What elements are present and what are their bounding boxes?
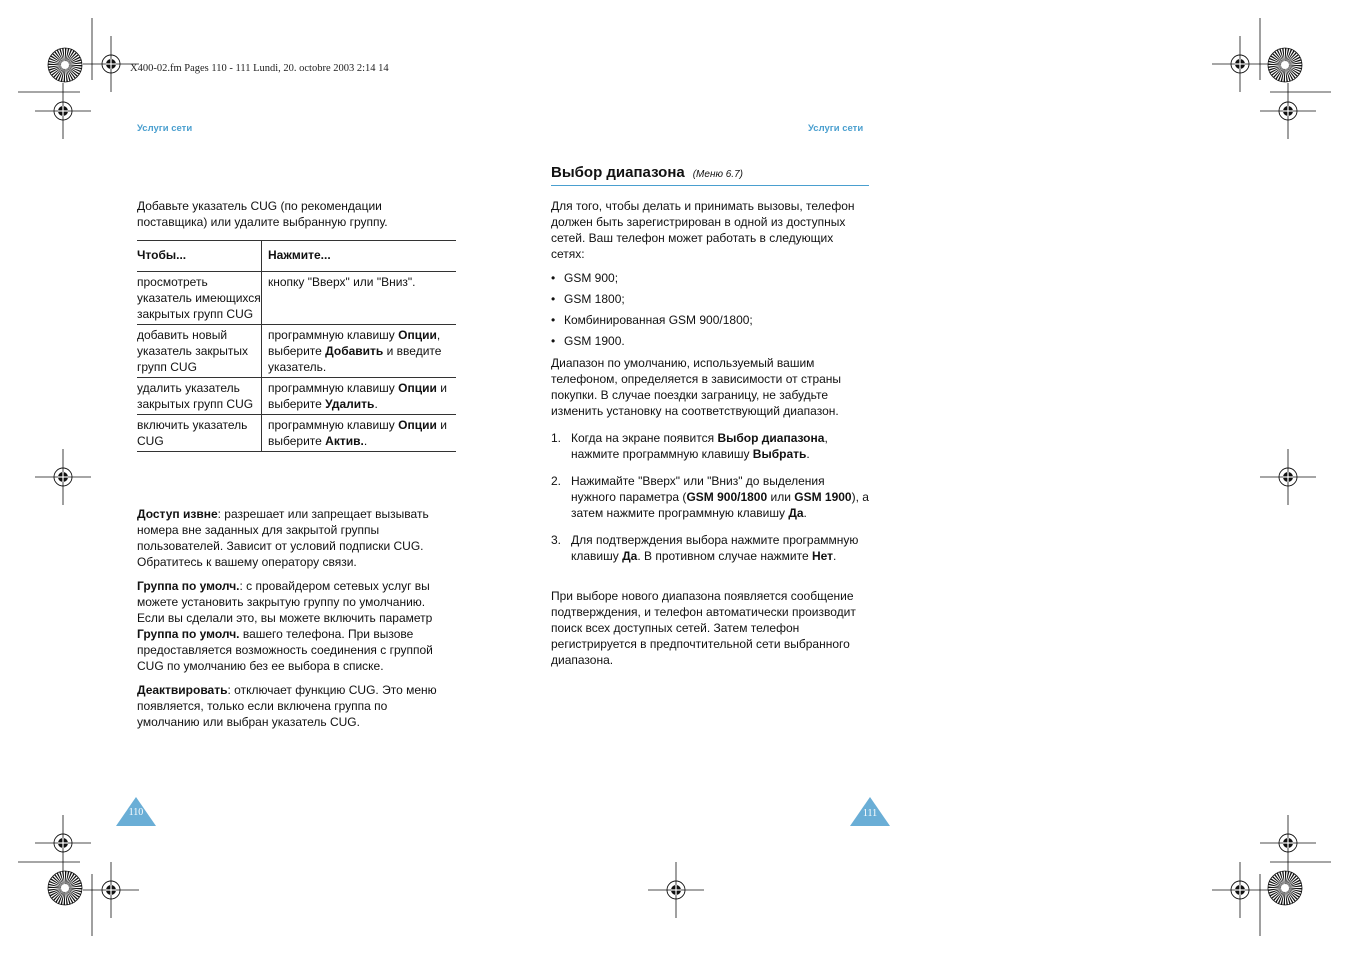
section-title [551,164,869,186]
step-text [571,532,869,564]
text-run: Для подтверждения выбора нажмите программную клавишу [571,533,859,563]
bullet-icon: • [551,313,556,327]
step-item [551,430,869,462]
step-item [551,532,869,564]
list-item-text: GSM 1800; [564,292,625,306]
page-number-right: 111 [862,808,878,819]
cug-table-body [137,272,456,452]
menu-reference: (Меню 6.7) [692,169,743,180]
emphasis: Да [622,549,638,563]
table-cell-action: удалить указатель закрытых групп CUG [137,378,262,415]
list-item [551,312,753,333]
bullet-icon: • [551,334,556,348]
registration-mark-bottom-center [648,862,704,918]
text-run: Нажимайте "Вверх" или "Вниз" до выделения нужного параметра ( [571,474,825,504]
registration-mark-left-bottom [35,815,91,871]
steps-list [551,430,869,575]
list-item [551,291,753,312]
text-run: . [806,447,810,461]
starburst-bottom-right [1268,871,1302,905]
emphasis: Нет [811,549,834,563]
definition-term: Доступ извне [137,507,218,521]
emphasis: Удалить [325,397,375,411]
table-cell-action: добавить новый указатель закрытых групп CUG [137,325,262,378]
definition-text: : отключает функцию CUG. Это меню появляется, только если включена группа по умолчанию или выбран указатель CUG. [137,683,437,729]
step-text [571,473,869,521]
text-run: программную клавишу [268,381,399,395]
right-intro: Для того, чтобы делать и принимать вызовы, телефон должен быть зарегистрирован в одной из доступных сетей. Ваш телефон может работать в следующих сетях: [551,199,855,261]
definition-text: вашего телефона. При вызове предоставляется возможность соединения с группой CUG по умолчанию без ее выбора в списке. [137,627,433,673]
definition-access-outside [137,506,452,570]
table-cell-action: просмотреть указатель имеющихся закрытых групп CUG [137,272,262,325]
table-cell-press [262,415,457,452]
text-run: , выберите [268,328,441,358]
text-run: программную клавишу [268,328,399,342]
after-selection-text: При выборе нового диапазона появляется сообщение подтверждения, и телефон автоматически производит поиск всех доступных сетей. Затем телефон регистрируется в предпочтительной сети выбранного диапазона. [551,589,856,667]
text-run: программную клавишу [268,418,399,432]
definition-term-inline: Группа по умолч. [137,627,240,641]
cug-table-header-press: Нажмите... [262,241,457,272]
step-number: 2. [551,474,562,488]
text-run: и выберите [268,418,447,448]
definitions [137,506,452,738]
registration-mark-left-mid [35,449,91,505]
definition-term: Группа по умолч. [137,579,240,593]
cug-table-header-action: Чтобы... [137,241,262,272]
registration-mark-right-top [1260,83,1316,139]
starburst-top-left [48,48,82,82]
default-band-text: Диапазон по умолчанию, используемый вашим телефоном, определяется в зависимости от страны покупки. В случае поездки заграницу, не забудьте изменить установку на соответствующий диапазон. [551,356,842,418]
step-number: 1. [551,431,562,445]
registration-mark-left-top [35,83,91,139]
text-run: , нажмите программную клавишу [571,431,828,461]
text-run: Когда на экране появится [571,431,718,445]
step-item [551,473,869,521]
text-run: ), а затем нажмите программную клавишу [571,490,869,520]
table-row [137,378,456,415]
definition-text: : разрешает или запрещает вызывать номера вне заданных для закрытой группы пользователей. Зависит от условий подписки CUG. Обратитесь к вашему оператору связи. [137,507,429,569]
text-run: кнопку "Вверх" или "Вниз". [268,275,416,289]
text-run: . [363,434,368,448]
bullet-icon: • [551,271,556,285]
cug-table-header [137,241,456,272]
definition-text: : с провайдером сетевых услуг вы можете установить закрытую группу по умолчанию. Если вы сделали это, вы можете включить параметр [137,579,433,625]
list-item-text: Комбинированная GSM 900/1800; [564,313,753,327]
table-row [137,272,456,325]
section-title-text: Выбор диапазона [551,164,685,181]
table-cell-press [262,325,457,378]
print-meta-line: X400-02.fm Pages 110 - 111 Lundi, 20. octobre 2003 2:14 14 [130,63,389,74]
text-run: . [833,549,837,563]
list-item [551,333,753,354]
table-cell-action: включить указатель CUG [137,415,262,452]
table-row [137,325,456,378]
emphasis: Опции [398,328,437,342]
starburst-bottom-left [48,871,82,905]
table-cell-press [262,378,457,415]
emphasis: Выбор диапазона [717,431,825,445]
emphasis: Выбрать [752,447,807,461]
left-intro: Добавьте указатель CUG (по рекомендации поставщика) или удалите выбранную группу. [137,199,388,229]
registration-mark-right-mid [1260,449,1316,505]
registration-mark-right-bottom [1260,815,1316,871]
page-number-left: 110 [128,807,144,818]
list-item [551,270,753,291]
emphasis: Да [788,506,804,520]
emphasis: GSM 1900 [794,490,852,504]
text-run: . [374,397,378,411]
step-number: 3. [551,533,562,547]
text-run: или [767,490,795,504]
cug-table [137,240,456,452]
step-text [571,430,869,462]
emphasis: Актив. [325,434,364,448]
registration-mark-bottom-left [83,862,139,918]
definition-term: Деактвировать [137,683,228,697]
emphasis: Опции [398,418,437,432]
list-item-text: GSM 1900. [564,334,625,348]
emphasis: GSM 900/1800 [686,490,768,504]
band-list [551,270,753,354]
definition-deactivate [137,682,452,730]
table-cell-press [262,272,457,325]
text-run: и выберите [268,381,447,411]
running-head-right: Услуги сети [808,123,864,134]
emphasis: Опции [398,381,437,395]
emphasis: Добавить [325,344,384,358]
list-item-text: GSM 900; [564,271,619,285]
running-head-left: Услуги сети [137,123,193,134]
definition-default-group [137,578,452,674]
text-run: и введите указатель. [268,344,442,374]
text-run: . [803,506,807,520]
bullet-icon: • [551,292,556,306]
table-row [137,415,456,452]
text-run: . В противном случае нажмите [637,549,812,563]
starburst-top-right [1268,48,1302,82]
